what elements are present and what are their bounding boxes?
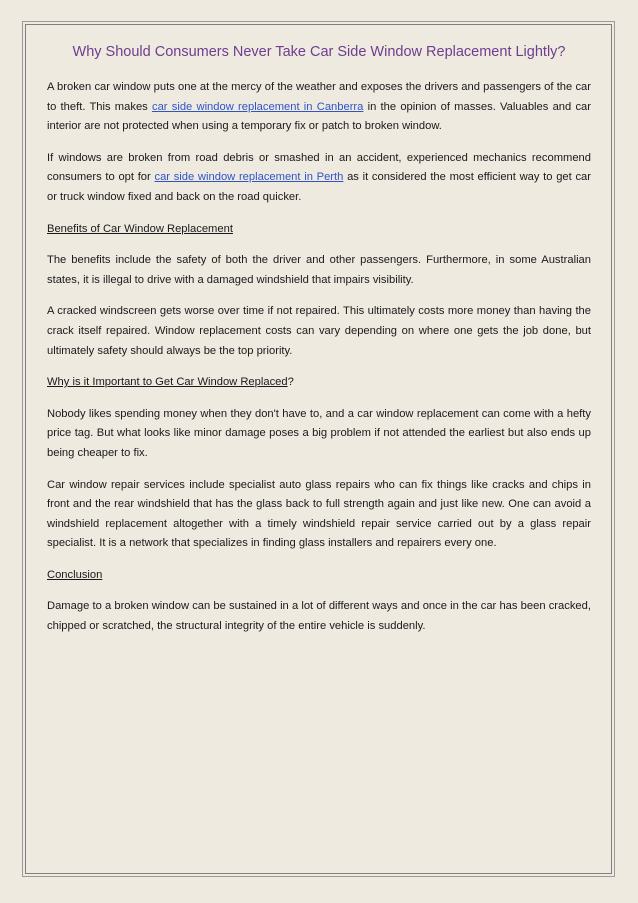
canberra-link[interactable]: car side window replacement in Canberra bbox=[151, 100, 364, 113]
heading-benefits-text: Benefits of Car Window Replacement bbox=[47, 222, 233, 235]
paragraph-benefits: The benefits include the safety of both the driver and other passengers. Furthermore, in some Australian states, it is illegal to drive with a damaged windshield that impairs visibility. bbox=[47, 254, 591, 286]
paragraph-conclusion: Damage to a broken window can be sustained in a lot of different ways and once in the car has been cracked, chipped or scratched, the structural integrity of the entire vehicle is suddenly. bbox=[47, 600, 591, 633]
document-body bbox=[47, 43, 591, 649]
paragraph-cost: Nobody likes spending money when they don't have to, and a car window replacement can come with a hefty price tag. But what looks like minor damage poses a big problem if not attended the earliest but also ends up being cheaper to fix. bbox=[47, 407, 591, 459]
paragraph-mechanics-text-before: If windows are broken from road debris or smashed in an accident, experienced mechanics recommend consumers to opt for bbox=[47, 151, 591, 184]
section-heading-conclusion bbox=[47, 566, 591, 586]
document-title: Why Should Consumers Never Take Car Side Window Replacement Lightly? bbox=[72, 44, 566, 60]
paragraph-cracked-windscreen: A cracked windscreen gets worse over time if not repaired. This ultimately costs more money than having the crack itself repaired. Window replacement costs can vary depending on where one gets the job done, but ultimately safety should always be the top priority. bbox=[47, 305, 591, 357]
paragraph-mechanics-text-after: as it considered the most efficient way to get car or truck window fixed and back on the road quicker. bbox=[47, 171, 591, 203]
paragraph-mechanics bbox=[47, 149, 591, 208]
heading-importance-text: Why is it Important to Get Car Window Replaced bbox=[47, 376, 288, 389]
heading-importance-suffix: ? bbox=[287, 376, 294, 389]
paragraph-repair-services: Car window repair services include specialist auto glass repairs who can fix things like cracks and chips in front and the rear windshield that has the glass back to full strength again and just like new. One can avoid a windshield replacement altogether with a timely windshield repair service carried out by a glass repair specialist. It is a network that specializes in finding glass installers and repairers every one. bbox=[47, 478, 591, 550]
section-heading-benefits bbox=[47, 220, 591, 240]
paragraph-intro bbox=[47, 78, 591, 137]
section-heading-importance bbox=[47, 373, 591, 393]
heading-conclusion-text: Conclusion bbox=[47, 568, 103, 581]
paragraph-intro-text-after: in the opinion of masses. Valuables and car interior are not protected when using a temporary fix or patch to broken window. bbox=[47, 100, 592, 133]
perth-link[interactable]: car side window replacement in Perth bbox=[154, 171, 344, 184]
paragraph-intro-text-before: A broken car window puts one at the mercy of the weather and exposes the drivers and passengers of the car to theft. This makes bbox=[47, 81, 591, 113]
